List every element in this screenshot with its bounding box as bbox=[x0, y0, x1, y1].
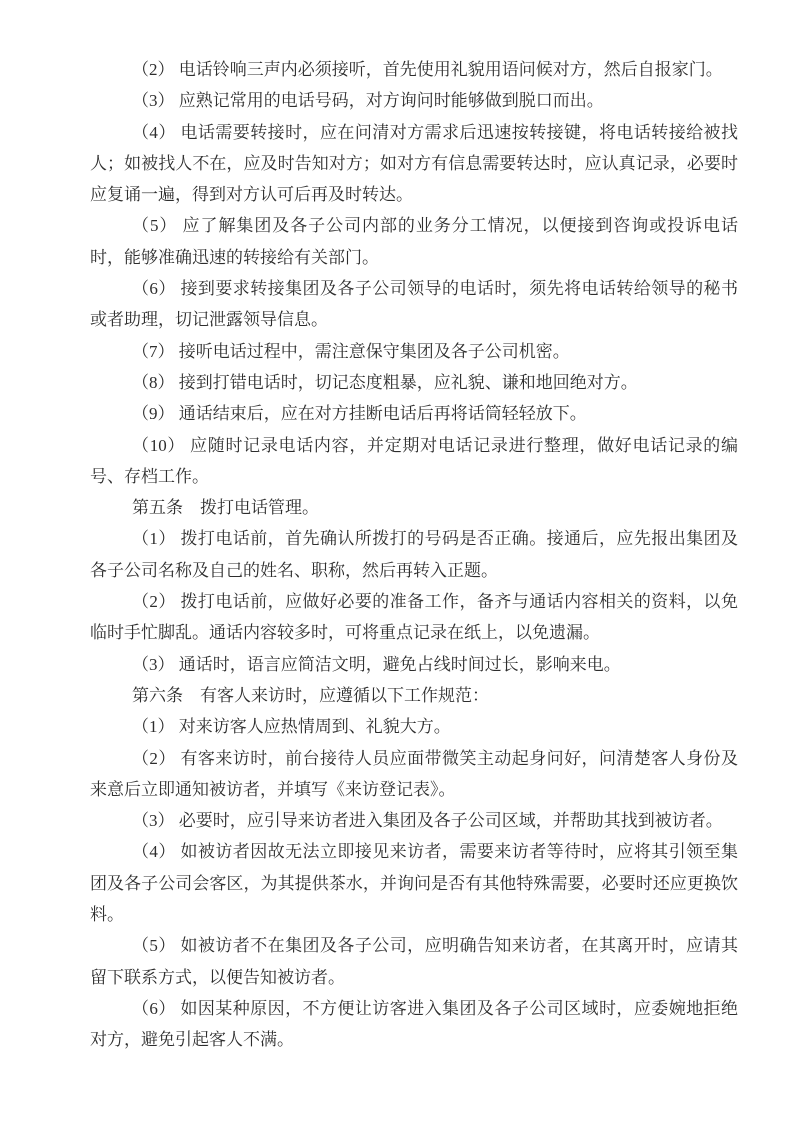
paragraph: （2） 电话铃响三声内必须接听，首先使用礼貌用语问候对方，然后自报家门。 bbox=[132, 60, 723, 79]
paragraph: （5） 应了解集团及各子公司内部的业务分工情况，以便接到咨询或投诉电话时，能够准确迅速的转接给有关部门。 bbox=[90, 216, 738, 267]
paragraph: 第五条 拨打电话管理。 bbox=[132, 498, 319, 518]
paragraph: （3） 应熟记常用的电话号码，对方询问时能够做到脱口而出。 bbox=[132, 91, 604, 111]
paragraph: （3） 必要时，应引导来访者进入集团及各子公司区域，并帮助其找到被访者。 bbox=[132, 811, 723, 831]
paragraph: 第六条 有客人来访时，应遵循以下工作规范： bbox=[132, 685, 489, 705]
paragraph: （8） 接到打错电话时，切记态度粗暴，应礼貌、谦和地回绝对方。 bbox=[132, 372, 638, 392]
paragraph: （6） 接到要求转接集团及各子公司领导的电话时，须先将电话转给领导的秘书或者助理，切记泄露领导信息。 bbox=[90, 279, 738, 330]
paragraph: （4） 电话需要转接时，应在问清对方需求后迅速按转接键，将电话转接给被找人；如被找人不在，应及时告知对方；如对方有信息需要转达时，应认真记录，必要时应复诵一遍，得到对方认可后再及时转达。 bbox=[90, 122, 738, 205]
paragraph: （2） 有客来访时，前台接待人员应面带微笑主动起身问好，问清楚客人身份及来意后立即通知被访者，并填写《来访登记表》。 bbox=[90, 748, 738, 799]
paragraph: （1） 拨打电话前，首先确认所拨打的号码是否正确。接通后，应先报出集团及各子公司名称及自己的姓名、职称，然后再转入正题。 bbox=[90, 529, 738, 580]
paragraph: （10） 应随时记录电话内容，并定期对电话记录进行整理，做好电话记录的编号、存档工作。 bbox=[90, 435, 738, 486]
paragraph: （3） 通话时，语言应简洁文明，避免占线时间过长，影响来电。 bbox=[132, 654, 621, 674]
paragraph: （7） 接听电话过程中，需注意保守集团及各子公司机密。 bbox=[132, 341, 570, 361]
paragraph: （9） 通话结束后，应在对方挂断电话后再将话筒轻轻放下。 bbox=[132, 404, 587, 424]
paragraph: （1） 对来访客人应热情周到、礼貌大方。 bbox=[132, 717, 451, 737]
paragraph: （4） 如被访者因故无法立即接见来访者，需要来访者等待时，应将其引领至集团及各子公司会客区，为其提供茶水，并询问是否有其他特殊需要，必要时还应更换饮料。 bbox=[90, 842, 738, 925]
document-body bbox=[90, 54, 738, 1056]
paragraph: （5） 如被访者不在集团及各子公司，应明确告知来访者，在其离开时，应请其留下联系方式，以便告知被访者。 bbox=[90, 936, 738, 987]
paragraph: （2） 拨打电话前，应做好必要的准备工作，备齐与通话内容相关的资料，以免临时手忙脚乱。通话内容较多时，可将重点记录在纸上，以免遗漏。 bbox=[90, 592, 738, 643]
paragraph: （6） 如因某种原因，不方便让访客进入集团及各子公司区域时，应委婉地拒绝对方，避免引起客人不满。 bbox=[90, 998, 738, 1050]
